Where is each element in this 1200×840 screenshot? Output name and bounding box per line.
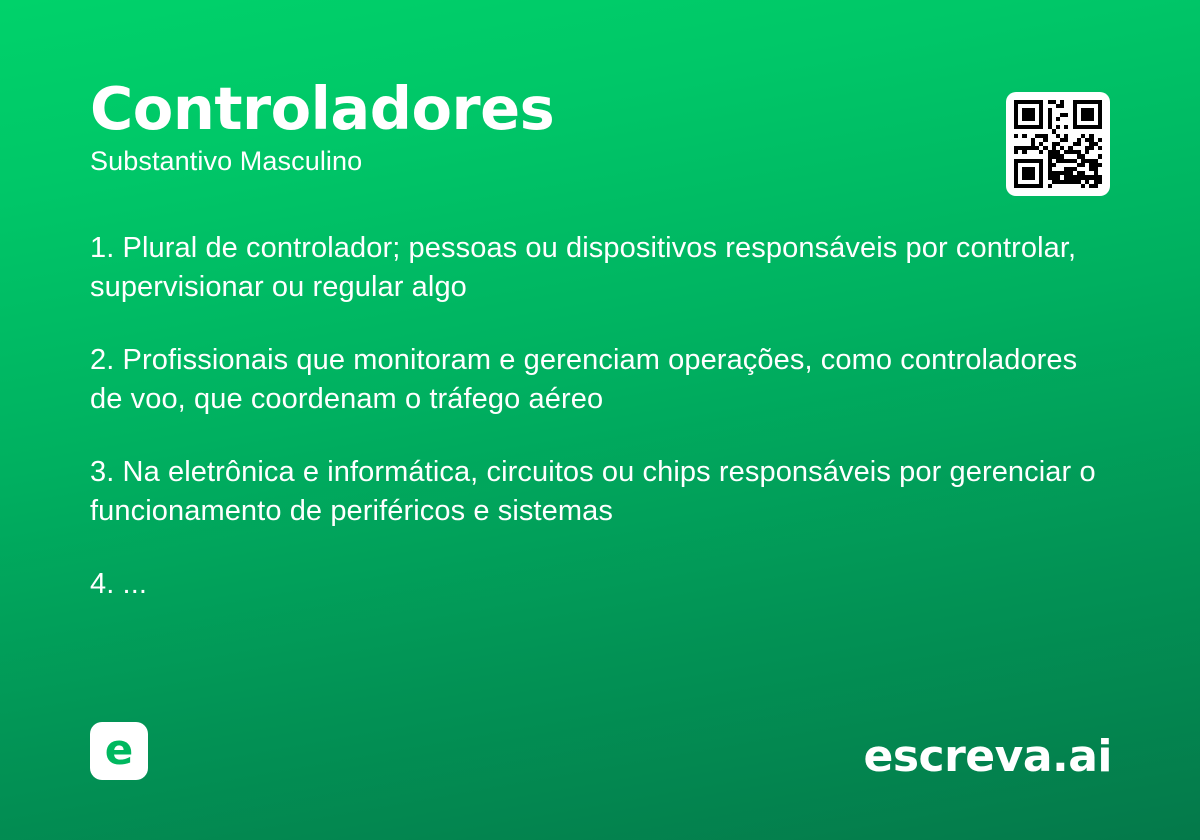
definition-item: 1. Plural de controlador; pessoas ou dispositivos responsáveis por controlar, supervisionar ou regular algo: [90, 231, 1077, 304]
definition-item: 4. ...: [90, 567, 148, 600]
definition-list: [90, 229, 1110, 604]
definition-item: 3. Na eletrônica e informática, circuitos ou chips responsáveis por gerenciar o funcionamento de periféricos e sistemas: [90, 455, 1096, 528]
qr-code-icon[interactable]: [1006, 92, 1110, 196]
definition-item: 2. Profissionais que monitoram e gerenciam operações, como controladores de voo, que coordenam o tráfego aéreo: [90, 343, 1078, 416]
page-title: Controladores: [90, 74, 555, 143]
logo-letter: e: [104, 724, 134, 774]
qr-code-pattern: [1014, 100, 1102, 188]
brand-logo-mark: [90, 722, 148, 780]
brand-wordmark: escreva.ai: [863, 731, 1112, 782]
word-class-label: Substantivo Masculino: [90, 145, 363, 176]
